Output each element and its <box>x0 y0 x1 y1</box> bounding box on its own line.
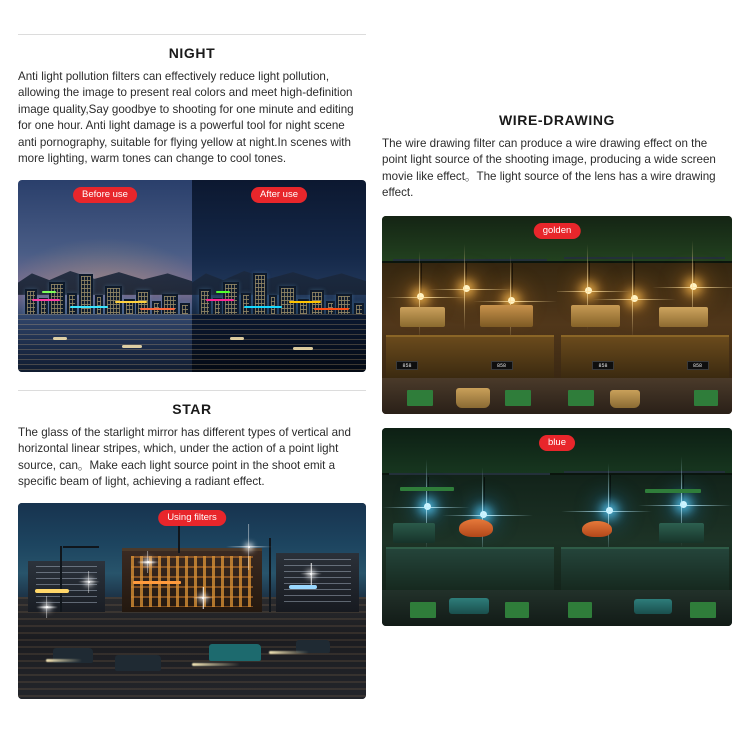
right-column <box>382 112 732 626</box>
golden-sign-left: 858 <box>396 361 418 370</box>
star-image <box>18 503 366 699</box>
star-title: STAR <box>172 400 212 417</box>
night-divider <box>18 34 366 35</box>
night-after-half <box>192 180 366 372</box>
golden-sign-d: 858 <box>687 361 709 370</box>
star-flare-main <box>248 546 250 548</box>
star-flare-2 <box>147 561 149 563</box>
star-building-left <box>28 561 105 612</box>
night-before-half <box>18 180 192 372</box>
wire-drawing-golden-image <box>382 216 732 414</box>
star-flare-4 <box>310 573 312 575</box>
night-body: Anti light pollution filters can effectively reduce light pollution, allowing the image to present real colors and meet high-definition image quality,Say goodbye to shooting for one minute and editing for one hour. Anti light damage is a powerful tool for night scene anti pornography, suitable for flying yellow at night.In scenes with more lighting, warm tones can change to cool tones. <box>18 70 354 166</box>
star-building-right <box>276 553 360 612</box>
star-badge: Using filters <box>158 510 226 527</box>
night-badge-before: Before use <box>73 187 137 204</box>
wire-drawing-badge-golden: golden <box>534 223 581 240</box>
blue-half-right <box>557 428 732 626</box>
night-after-water <box>192 314 366 372</box>
wire-drawing-title: WIRE-DRAWING <box>498 112 616 128</box>
golden-sign-c: 858 <box>592 361 614 370</box>
section-night <box>18 34 366 372</box>
blue-half-left <box>382 428 557 626</box>
left-column <box>18 34 366 699</box>
night-comparison-image <box>18 180 366 372</box>
wire-drawing-blue-image <box>382 428 732 626</box>
night-before-water <box>18 314 192 372</box>
golden-sign-right: 858 <box>491 361 513 370</box>
star-flare-6 <box>46 606 48 608</box>
wire-drawing-badge-blue: blue <box>539 435 575 452</box>
star-building-center <box>122 548 261 613</box>
section-star <box>18 390 366 699</box>
star-flare-5 <box>202 597 204 599</box>
star-body: The glass of the starlight mirror has different types of vertical and horizontal linear stripes, which, under the action of a point light source, can。Make each light source point in the shoot emit a specific beam of light, achieving a radiant effect. <box>18 425 351 489</box>
night-badge-after: After use <box>251 187 307 204</box>
star-divider <box>18 390 366 391</box>
star-flare-3 <box>88 581 90 583</box>
wire-drawing-body: The wire drawing filter can produce a wire drawing effect on the point light source of the shooting image, producing a wide screen movie like effect。The light source of the lens has a wire drawing effect. <box>382 137 716 200</box>
night-title: NIGHT <box>168 45 216 61</box>
golden-half-right <box>557 216 732 414</box>
golden-half-left <box>382 216 557 414</box>
star-taxi <box>209 644 261 661</box>
